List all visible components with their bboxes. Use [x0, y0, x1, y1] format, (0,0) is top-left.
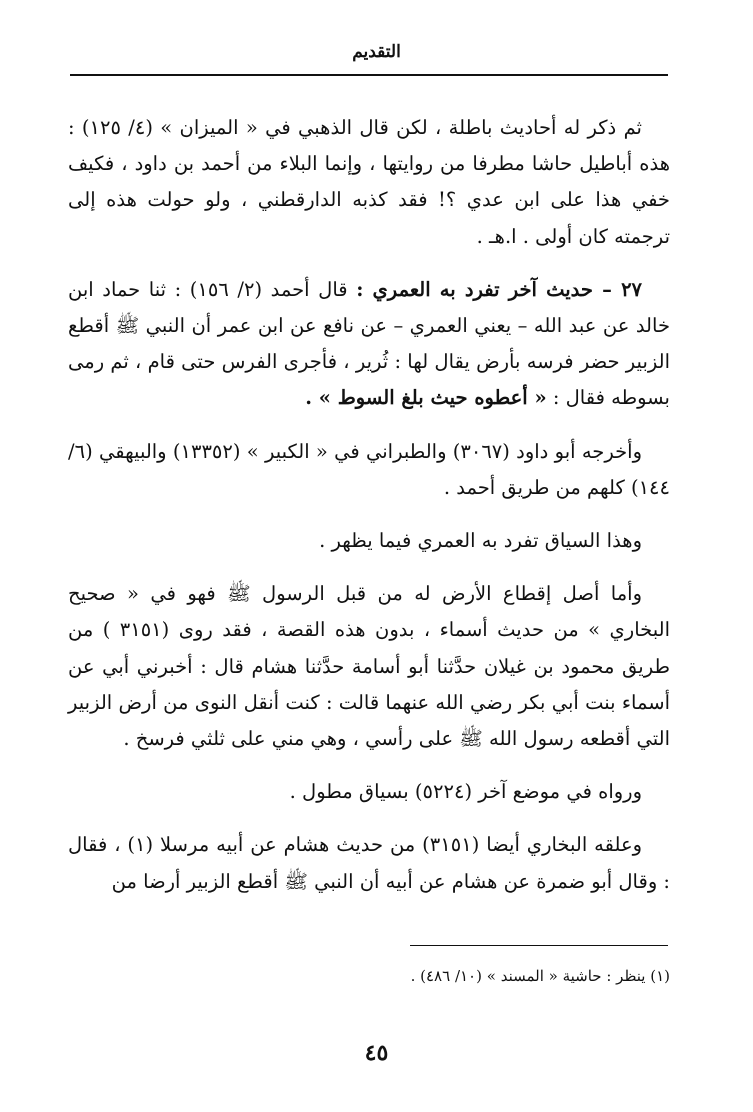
page-number: ٤٥ [364, 1040, 389, 1066]
main-text [68, 110, 670, 900]
footnote-divider [410, 945, 668, 946]
paragraph-7: وعلقه البخاري أيضا (٣١٥١) من حديث هشام عن أبيه مرسلا (١) ، فقال : وقال أبو ضمرة عن هشام عن أبيه أن النبي ﷺ أقطع الزبير أرضا من [68, 833, 670, 893]
paragraph-1: ثم ذكر له أحاديث باطلة ، لكن قال الذهبي في « الميزان » (٤/ ١٢٥) : هذه أباطيل حاشا مطرفا من روايتها ، وإنما البلاء من أحمد بن داود ، فكيف خفي هذا على ابن عدي ؟! فقد كذبه الدارقطني ، ولو حولت هذه إلى ترجمته كان أولى . ا.هـ . [68, 116, 670, 248]
hadith-heading: ٢٧ – حديث آخر تفرد به العمري : [356, 277, 643, 301]
paragraph-2-body: قال أحمد (٢/ ١٥٦) : ثنا حماد ابن خالد عن عبد الله – يعني العمري – عن نافع عن ابن عمر أن النبي ﷺ أقطع الزبير حضر فرسه بأرض يقال لها : ثُرير ، فأجرى الفرس حتى قام ، ثم رمى بسوطه فقال : [68, 277, 670, 410]
footnote: (١) ينظر : حاشية « المسند » (١٠/ ٤٨٦) . [410, 967, 670, 985]
page-header-title: التقديم [352, 42, 401, 62]
paragraph-3: وأخرجه أبو داود (٣٠٦٧) والطبراني في « الكبير » (١٣٣٥٢) والبيهقي (٦/ ١٤٤) كلهم من طريق أحمد . [68, 439, 670, 499]
header-divider [70, 74, 668, 76]
paragraph-5: وأما أصل إقطاع الأرض له من قبل الرسول ﷺ فهو في « صحيح البخاري » من حديث أسماء ، بدون هذه القصة ، فقد روى (٣١٥١ ) من طريق محمود بن غيلان حدَّثنا أبو أسامة حدَّثنا هشام قال : أخبرني أبي عن أسماء بنت أبي بكر رضي الله عنهما قالت : كنت أنقل النوى من أرض الزبير التي أقطعه رسول الله ﷺ على رأسي ، وهي مني على ثلثي فرسخ . [68, 582, 670, 751]
hadith-quote: « أعطوه حيث بلغ السوط » . [305, 386, 547, 410]
paragraph-2 [68, 272, 670, 417]
paragraph-4: وهذا السياق تفرد به العمري فيما يظهر . [319, 529, 642, 553]
paragraph-6: ورواه في موضع آخر (٥٢٢٤) بسياق مطول . [289, 780, 642, 804]
